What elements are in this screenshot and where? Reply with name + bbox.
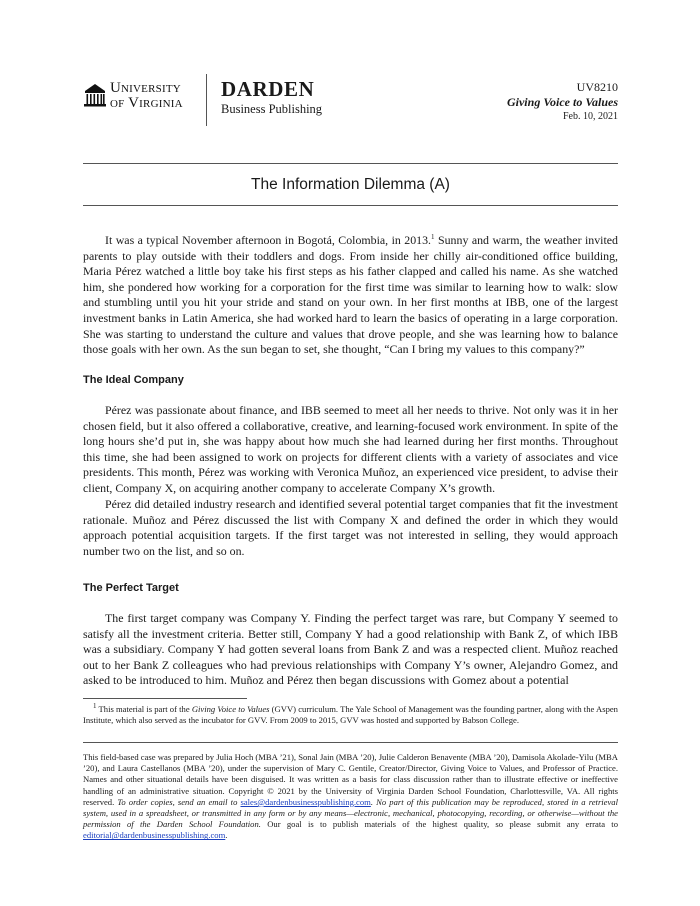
- series-name: Giving Voice to Values: [506, 95, 618, 109]
- prep-italic-b: . No part of this publication may be reproduced, stored in a retrieval system, used in a spreadsheet, or transmitted in any form or by any means—electronic, mechanical, photocopying, recording, or otherwise—without the permission of the Darden School Foundation.: [83, 796, 618, 830]
- section-heading-perfect-target: The Perfect Target: [83, 582, 179, 594]
- sales-email-link[interactable]: sales@dardenbusinesspublishing.com: [240, 796, 371, 807]
- publication-date: Feb. 10, 2021: [563, 111, 618, 122]
- darden-subtitle: Business Publishing: [221, 102, 323, 116]
- footnote-marker: 1: [93, 702, 97, 711]
- darden-wordmark: DARDEN: [221, 77, 315, 101]
- page-title: The Information Dilemma (A): [251, 176, 450, 193]
- prep-text-a: This field-based case was prepared by Julia Hoch (MBA ’21), Sonal Jain (MBA ’20), Julie Calderon Benavente (MBA ’20), Damisola Akolade-Yilu (MBA ’20), and Laura Castellanos (MBA ’20), under the supervision of Mary C. Gentile, Creator/Director, Giving Voice to Values, and Professor of Practice. Names and other situational details have been disguised. It was written as a basis for class discussion rather than to illustrate effective or ineffective handling of an administrative situation. Copyright © 2021 by the University of Virginia Darden School Foundation, Charlottesville, VA. All rights reserved.: [83, 752, 618, 807]
- ideal-company-paragraph-1: Pérez was passionate about finance, and IBB seemed to meet all her needs to thrive. Not only was it in her chosen field, but it also offered a collaborative, creative, and learning-focused work environment. In spite of the long hours she’d put in, she was happy about how much she had learned during her first months. Throughout this time, she had been assigned to work on projects for different clients with a variety of associates and vice presidents. This month, Pérez was working with Veronica Muñoz, an experienced vice president, to advise their client, Company X, on acquiring another company to accelerate Company X’s growth.: [83, 403, 618, 495]
- uva-line2: of Virginia: [110, 95, 183, 111]
- uva-wordmark: [110, 81, 183, 111]
- case-id: UV8210: [576, 80, 618, 94]
- footnote-text-b: (GVV) curriculum. The Yale School of Management was the founding partner, along with the Aspen Institute, which also served as the incubator for GVV. From 2009 to 2015, GVV was hosted and supported by Babson College.: [83, 704, 618, 725]
- title-top-rule: [83, 163, 618, 164]
- footnote: [83, 704, 618, 726]
- section-heading-ideal-company: The Ideal Company: [83, 374, 184, 386]
- footnote-ref: 1: [431, 233, 435, 242]
- ideal-company-paragraph-2: Pérez did detailed industry research and identified several potential target companies that fit the investment rationale. Muñoz and Pérez discussed the list with Company X and defined the order in which they would approach potential acquisition targets. If the first target was not interested in selling, they would approach number two on the list, and so on.: [83, 497, 618, 558]
- footnote-italic: Giving Voice to Values: [191, 704, 270, 714]
- uva-line1: University: [110, 80, 181, 96]
- editorial-email-link[interactable]: editorial@dardenbusinesspublishing.com: [83, 830, 226, 841]
- prep-note-rule: [83, 742, 618, 743]
- intro-text-a: It was a typical November afternoon in Bogotá, Colombia, in 2013.: [105, 233, 432, 247]
- intro-paragraph: [83, 233, 618, 358]
- preparation-note: [83, 752, 618, 842]
- footnote-rule: [83, 698, 247, 699]
- uva-logo: [83, 80, 203, 114]
- perfect-target-paragraph-1: The first target company was Company Y. Finding the perfect target was rare, but Company Y seemed to satisfy all the investment criteria. Better still, Company Y had a good relationship with Bank Z, of which IBB was a subsidiary. Company Y had gotten several loans from Bank Z and was a respected client. Muñoz reached out to her Bank Z colleagues who had previous relationships with Company Y’s owner, Alejandro Gomez, and asked to be introduced to him. Muñoz and Pérez then began discussions with Gomez about a potential: [83, 611, 618, 688]
- prep-text-b: Our goal is to publish materials of the highest quality, so please submit any errata to: [260, 819, 618, 830]
- prep-italic-a: To order copies, send an email to: [117, 796, 241, 807]
- intro-text-b: Sunny and warm, the weather invited parents to play outside with their toddlers and dogs. From inside her chilly air-conditioned office building, Maria Pérez watched a little boy take his first steps as his father clapped and called his name. As she watched him, she pondered how working for a corporation for the first time was similar to learning how to walk: slow and stumbling until you hit your stride and stand on your own. In her first months at IBB, one of the largest investment banks in Latin America, she had worked hard to learn the basics of operating in a large corporation. She was starting to understand the culture and values that drove people, and she was learning how to balance those goals with her own. As the sun began to set, she thought, “Can I bring my values to this company?”: [83, 233, 619, 357]
- footnote-text-a: This material is part of the: [96, 704, 192, 714]
- header-divider: [206, 74, 207, 126]
- prep-text-c: .: [225, 830, 228, 841]
- rotunda-icon: [83, 82, 107, 108]
- title-bottom-rule: [83, 205, 618, 206]
